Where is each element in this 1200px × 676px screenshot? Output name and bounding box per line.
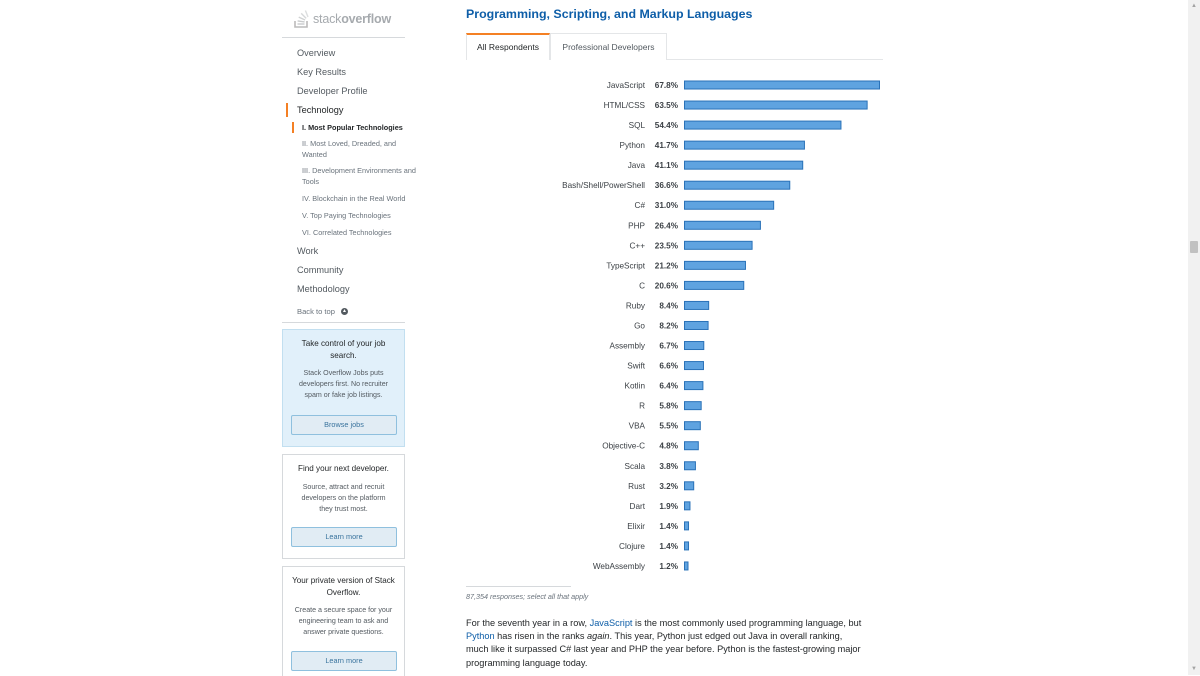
- bar-ruby: [685, 301, 709, 309]
- scroll-up-icon[interactable]: ▲: [1191, 3, 1197, 9]
- nav-developer-profile[interactable]: Developer Profile: [297, 86, 368, 96]
- subnav-correlated[interactable]: VI. Correlated Technologies: [302, 228, 392, 237]
- para-emphasis: again: [587, 631, 610, 642]
- category-label-c: C: [639, 281, 645, 291]
- bar-javascript: [685, 81, 880, 89]
- value-label-c-: 23.5%: [654, 241, 678, 251]
- value-label-java: 41.1%: [654, 161, 678, 171]
- chart-svg: [466, 75, 896, 575]
- value-label-c: 20.6%: [654, 281, 678, 291]
- bar-r: [685, 402, 702, 410]
- para-text: For the seventh year in a row,: [466, 618, 590, 628]
- category-label-c-: C#: [634, 201, 645, 211]
- respondent-tabs: [466, 33, 883, 60]
- value-label-clojure: 1.4%: [659, 541, 678, 551]
- bar-vba: [685, 422, 701, 430]
- bar-html-css: [685, 101, 868, 109]
- subnav-blockchain[interactable]: IV. Blockchain in the Real World: [302, 194, 406, 203]
- value-label-vba: 5.5%: [659, 421, 678, 431]
- value-label-elixir: 1.4%: [659, 521, 678, 531]
- nav-community[interactable]: Community: [297, 265, 344, 275]
- bar-objective-c: [685, 442, 699, 450]
- value-label-rust: 3.2%: [659, 481, 678, 491]
- category-label-php: PHP: [628, 221, 645, 231]
- value-label-ruby: 8.4%: [659, 301, 678, 311]
- promo-title: Find your next developer.: [298, 464, 389, 473]
- category-label-typescript: TypeScript: [606, 261, 645, 271]
- browse-jobs-button[interactable]: Browse jobs: [291, 415, 397, 435]
- value-label-sql: 54.4%: [654, 121, 678, 131]
- value-label-webassembly: 1.2%: [659, 561, 678, 571]
- bar-dart: [685, 502, 690, 510]
- bar-scala: [685, 462, 696, 470]
- para-text: . This year, Python just edged out Java in overall ranking, much like it surpassed C# last year and PHP the year before. Python is the fastest-growing major programming language today.: [466, 631, 861, 668]
- category-label-ruby: Ruby: [625, 301, 645, 311]
- python-link[interactable]: Python: [466, 631, 495, 642]
- category-label-javascript: JavaScript: [606, 81, 645, 90]
- category-label-swift: Swift: [627, 361, 645, 371]
- back-to-top-link[interactable]: [297, 307, 348, 316]
- value-label-typescript: 21.2%: [654, 261, 678, 271]
- learn-more-button[interactable]: Learn more: [291, 527, 397, 547]
- page-scrollbar[interactable]: [1188, 0, 1200, 675]
- value-label-assembly: 6.7%: [659, 341, 678, 351]
- javascript-link[interactable]: JavaScript: [589, 618, 633, 628]
- nav-technology[interactable]: Technology: [297, 105, 344, 115]
- category-label-java: Java: [627, 161, 645, 171]
- bar-c: [685, 281, 744, 289]
- logo-text: stackoverflow: [313, 12, 391, 26]
- nav-work[interactable]: Work: [297, 246, 319, 256]
- promo-jobs: [282, 329, 405, 447]
- bar-assembly: [685, 342, 704, 350]
- stackoverflow-logo[interactable]: [294, 8, 391, 30]
- nav-methodology[interactable]: Methodology: [297, 284, 350, 294]
- category-label-bash-shell-powershell: Bash/Shell/PowerShell: [562, 181, 645, 191]
- value-label-php: 26.4%: [654, 221, 678, 231]
- promo-talent: [282, 454, 405, 559]
- value-label-python: 41.7%: [654, 141, 678, 151]
- promo-body: Stack Overflow Jobs puts developers first. No recruiter spam or fake job listings.: [298, 369, 389, 400]
- category-label-kotlin: Kotlin: [624, 381, 645, 391]
- promo-title: Your private version of Stack Overflow.: [292, 576, 395, 597]
- back-to-top-label: Back to top: [297, 307, 335, 316]
- arrow-up-icon: ▲: [342, 308, 347, 314]
- bar-sql: [685, 121, 841, 129]
- responses-note: 87,354 responses; select all that apply: [466, 592, 589, 601]
- tab-professional-developers[interactable]: Professional Developers: [550, 33, 667, 60]
- nav-key-results[interactable]: Key Results: [297, 67, 347, 77]
- category-label-assembly: Assembly: [609, 341, 645, 351]
- sub-active-indicator: [292, 122, 294, 133]
- subnav-most-popular[interactable]: I. Most Popular Technologies: [302, 123, 403, 132]
- category-label-objective-c: Objective-C: [602, 441, 645, 451]
- value-label-html-css: 63.5%: [654, 101, 678, 111]
- promo-teams: [282, 566, 405, 676]
- divider: [282, 322, 405, 323]
- divider: [282, 37, 405, 38]
- subnav-most-loved[interactable]: II. Most Loved, Dreaded, and Wanted: [302, 139, 397, 159]
- bar-bash-shell-powershell: [685, 181, 790, 189]
- stack-logo-icon: [294, 10, 310, 28]
- bar-elixir: [685, 522, 689, 530]
- note-divider: [466, 586, 571, 587]
- bar-clojure: [685, 542, 689, 550]
- active-indicator: [286, 103, 288, 117]
- value-label-r: 5.8%: [659, 401, 678, 411]
- para-text: has risen in the ranks: [494, 631, 588, 642]
- category-label-dart: Dart: [629, 501, 645, 511]
- promo-title: Take control of your job search.: [301, 339, 386, 360]
- bar-java: [685, 161, 803, 169]
- bar-rust: [685, 482, 694, 490]
- para-text: is the most commonly used programming language, but: [632, 618, 862, 628]
- value-label-javascript: 67.8%: [654, 81, 678, 90]
- value-label-objective-c: 4.8%: [659, 441, 678, 451]
- bar-swift: [685, 362, 704, 370]
- value-label-c-: 31.0%: [654, 201, 678, 211]
- section-heading: Programming, Scripting, and Markup Languages: [466, 7, 753, 21]
- category-label-elixir: Elixir: [627, 521, 645, 531]
- nav-overview[interactable]: Overview: [297, 48, 336, 58]
- bar-python: [685, 141, 805, 149]
- bar-webassembly: [685, 562, 689, 570]
- bar-c-: [685, 241, 753, 249]
- category-label-r: R: [639, 401, 645, 411]
- value-label-bash-shell-powershell: 36.6%: [654, 181, 678, 191]
- summary-paragraph: [466, 617, 866, 670]
- category-label-rust: Rust: [628, 481, 645, 491]
- languages-bar-chart: [466, 75, 896, 575]
- category-label-sql: SQL: [628, 121, 645, 131]
- bar-typescript: [685, 261, 746, 269]
- value-label-go: 8.2%: [659, 321, 678, 331]
- value-label-scala: 3.8%: [659, 461, 678, 471]
- category-label-vba: VBA: [628, 421, 645, 431]
- bar-c-: [685, 201, 774, 209]
- category-label-c-: C++: [629, 241, 645, 251]
- bar-kotlin: [685, 382, 703, 390]
- value-label-dart: 1.9%: [659, 501, 678, 511]
- category-label-html-css: HTML/CSS: [603, 101, 645, 111]
- category-label-clojure: Clojure: [619, 541, 645, 551]
- bar-go: [685, 321, 709, 329]
- subnav-dev-environments[interactable]: III. Development Environments and Tools: [302, 166, 416, 186]
- learn-more-button[interactable]: Learn more: [291, 651, 397, 671]
- value-label-kotlin: 6.4%: [659, 381, 678, 391]
- scroll-down-icon[interactable]: ▼: [1191, 666, 1197, 672]
- scroll-thumb[interactable]: [1190, 241, 1198, 253]
- tab-all-respondents[interactable]: All Respondents: [466, 33, 550, 60]
- category-label-python: Python: [619, 141, 645, 151]
- promo-body: Create a secure space for your engineering team to ask and answer private questions.: [294, 606, 393, 637]
- bar-php: [685, 221, 761, 229]
- category-label-webassembly: WebAssembly: [592, 561, 645, 571]
- subnav-top-paying[interactable]: V. Top Paying Technologies: [302, 211, 391, 220]
- category-label-go: Go: [634, 321, 645, 331]
- category-label-scala: Scala: [624, 461, 645, 471]
- value-label-swift: 6.6%: [659, 361, 678, 371]
- promo-body: Source, attract and recruit developers on the platform they trust most.: [301, 482, 386, 513]
